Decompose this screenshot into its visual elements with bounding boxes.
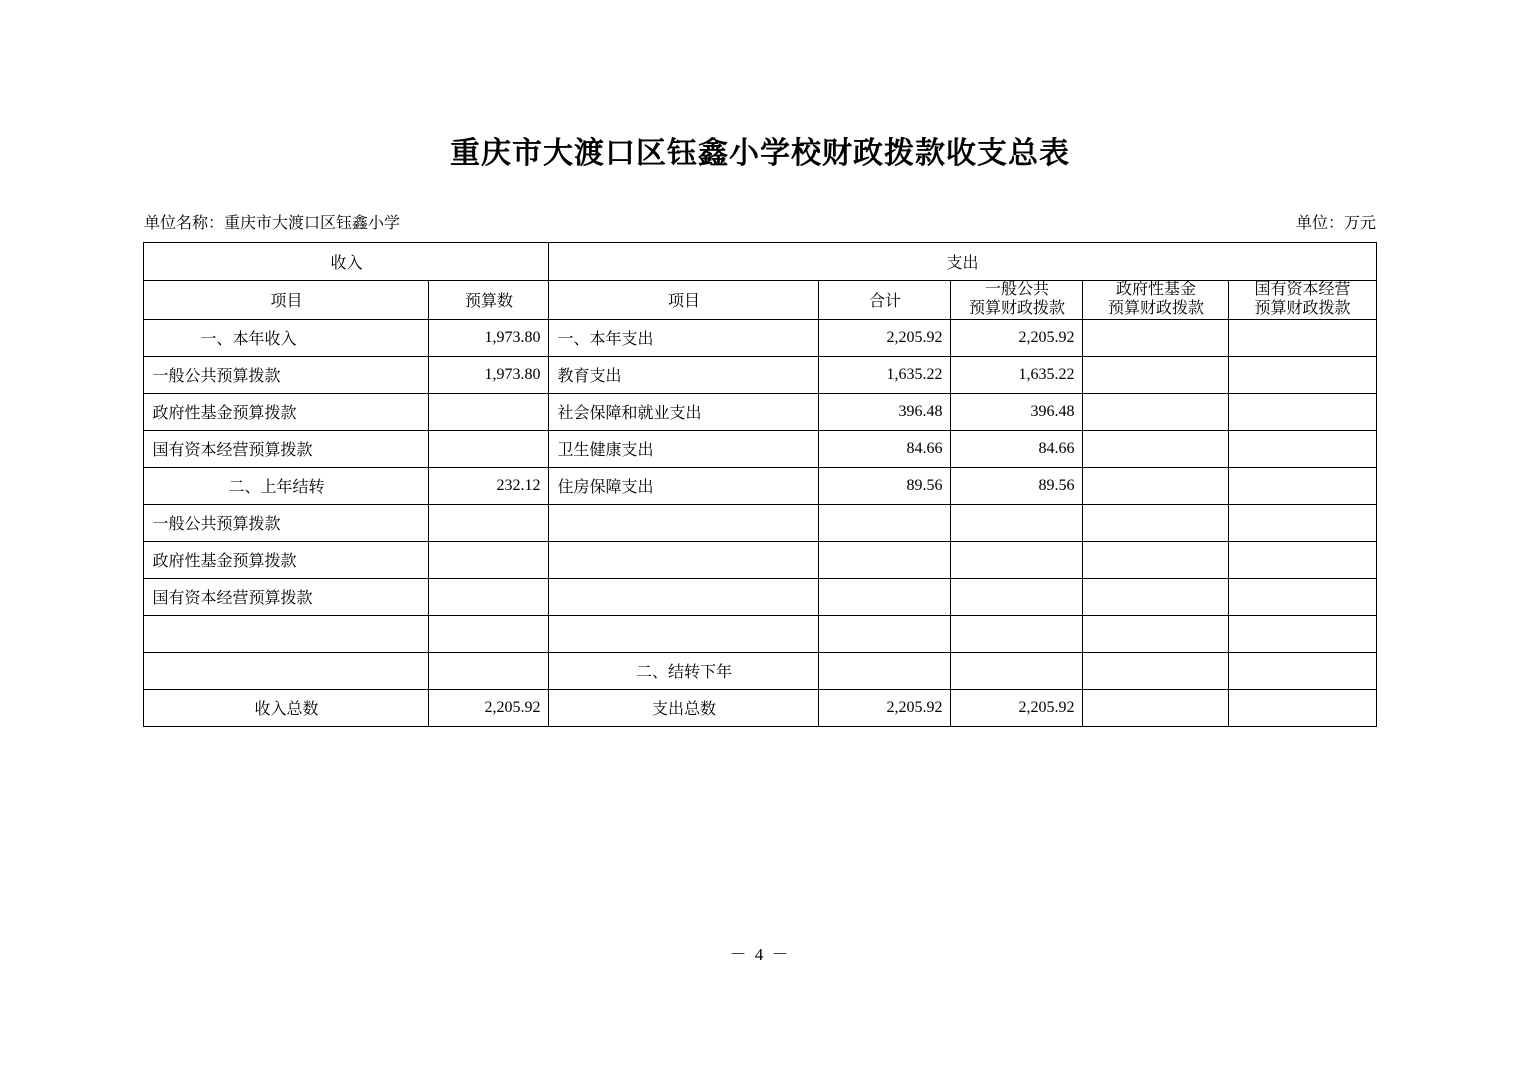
cell-exp-general: 2,205.92 [951,319,1083,356]
table-total-row [144,689,1376,726]
col-header-income-item: 项目 [144,281,429,320]
cell-exp-total [819,615,951,652]
cell-exp-item: 二、结转下年 [549,652,819,689]
col-header-exp-fund [1083,281,1229,320]
cell-income-item: 二、上年结转 [144,467,429,504]
cell-income-budget: 232.12 [429,467,549,504]
cell-exp-total: 1,635.22 [819,356,951,393]
cell-exp-item [549,541,819,578]
cell-income-budget [429,615,549,652]
cell-exp-fund [1083,541,1229,578]
cell-exp-soe [1229,652,1376,689]
cell-exp-total [819,652,951,689]
cell-exp-total: 2,205.92 [819,319,951,356]
cell-exp-soe [1229,467,1376,504]
cell-exp-fund [1083,319,1229,356]
cell-income-budget [429,578,549,615]
cell-exp-total [819,504,951,541]
cell-exp-soe [1229,393,1376,430]
cell-exp-general [951,615,1083,652]
col-header-exp-soe [1229,281,1376,320]
cell-exp-item [549,504,819,541]
cell-exp-fund [1083,652,1229,689]
table-column-header-row [144,281,1376,320]
col-header-exp-fund-line1: 政府性基金 [1115,281,1196,298]
cell-exp-fund-total [1083,689,1229,726]
cell-exp-item: 社会保障和就业支出 [549,393,819,430]
cell-income-item [144,615,429,652]
cell-exp-general: 84.66 [951,430,1083,467]
cell-exp-total-value: 2,205.92 [819,689,951,726]
col-header-exp-general-line2: 预算财政拨款 [968,299,1065,317]
cell-income-budget: 1,973.80 [429,319,549,356]
table-row [144,615,1376,652]
cell-exp-fund [1083,615,1229,652]
cell-exp-general [951,541,1083,578]
cell-exp-soe [1229,356,1376,393]
col-header-exp-fund-line2: 预算财政拨款 [1107,299,1204,317]
meta-row [144,210,1376,234]
cell-income-total-label: 收入总数 [144,689,429,726]
table-row [144,430,1376,467]
cell-income-budget [429,541,549,578]
col-header-income-budget: 预算数 [429,281,549,320]
cell-exp-total [819,541,951,578]
cell-exp-soe [1229,541,1376,578]
col-header-exp-soe-line1: 国有资本经营 [1254,281,1351,298]
cell-exp-general [951,578,1083,615]
cell-exp-soe-total [1229,689,1376,726]
cell-exp-soe [1229,615,1376,652]
page-title: 重庆市大渡口区钰鑫小学校财政拨款收支总表 [450,137,1070,170]
cell-exp-fund [1083,467,1229,504]
col-header-exp-item: 项目 [549,281,819,320]
cell-exp-total [819,578,951,615]
cell-exp-fund [1083,430,1229,467]
table-row [144,578,1376,615]
cell-exp-general: 1,635.22 [951,356,1083,393]
col-header-exp-soe-line2: 预算财政拨款 [1254,299,1351,317]
table-row [144,319,1376,356]
cell-exp-total: 84.66 [819,430,951,467]
cell-income-budget [429,430,549,467]
cell-income-item: 国有资本经营预算拨款 [144,430,429,467]
cell-income-total-value: 2,205.92 [429,689,549,726]
cell-exp-item: 教育支出 [549,356,819,393]
cell-income-budget: 1,973.80 [429,356,549,393]
cell-exp-soe [1229,319,1376,356]
cell-exp-general: 89.56 [951,467,1083,504]
cell-income-item: 一般公共预算拨款 [144,356,429,393]
cell-income-item: 一、本年收入 [144,319,429,356]
table-row [144,504,1376,541]
cell-income-item [144,652,429,689]
group-header-expenditure: 支出 [549,243,1376,281]
unit-name-label: 单位名称：重庆市大渡口区钰鑫小学 [144,215,401,232]
table-row [144,467,1376,504]
table-row [144,356,1376,393]
cell-exp-soe [1229,578,1376,615]
cell-income-item: 一般公共预算拨款 [144,504,429,541]
cell-exp-soe [1229,430,1376,467]
table-row [144,541,1376,578]
cell-exp-general-total: 2,205.92 [951,689,1083,726]
cell-income-item: 国有资本经营预算拨款 [144,578,429,615]
cell-exp-item: 住房保障支出 [549,467,819,504]
cell-income-item: 政府性基金预算拨款 [144,393,429,430]
col-header-exp-total: 合计 [819,281,951,320]
cell-exp-general [951,652,1083,689]
page-number: － 4 － [729,945,791,964]
cell-exp-total: 89.56 [819,467,951,504]
cell-exp-item [549,578,819,615]
cell-exp-item: 卫生健康支出 [549,430,819,467]
cell-income-budget [429,652,549,689]
cell-income-budget [429,504,549,541]
cell-exp-general: 396.48 [951,393,1083,430]
cell-exp-fund [1083,504,1229,541]
cell-income-budget [429,393,549,430]
cell-exp-fund [1083,578,1229,615]
cell-exp-fund [1083,356,1229,393]
col-header-exp-general-line1: 一般公共 [984,281,1049,298]
unit-measure-label: 单位：万元 [1295,215,1376,232]
cell-exp-item: 一、本年支出 [549,319,819,356]
cell-exp-fund [1083,393,1229,430]
cell-exp-soe [1229,504,1376,541]
group-header-income: 收入 [144,243,549,281]
cell-exp-total: 396.48 [819,393,951,430]
cell-exp-item [549,615,819,652]
cell-exp-general [951,504,1083,541]
cell-income-item: 政府性基金预算拨款 [144,541,429,578]
cell-exp-total-label: 支出总数 [549,689,819,726]
table-row [144,393,1376,430]
table-row [144,652,1376,689]
col-header-exp-general [951,281,1083,320]
financial-appropriation-table [143,242,1376,727]
table-group-header-row [144,243,1376,281]
